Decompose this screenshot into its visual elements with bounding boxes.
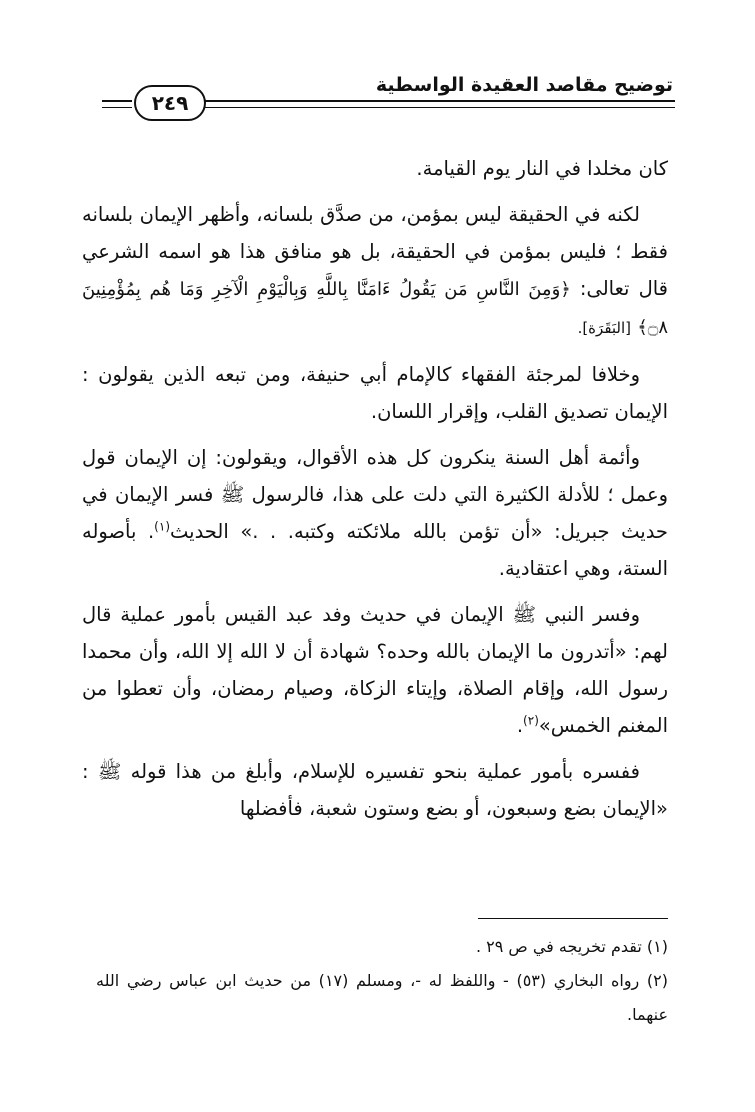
footnote-separator	[478, 918, 668, 919]
footnote-marker: (٢)	[646, 971, 669, 990]
paragraph-5	[82, 596, 668, 744]
paragraph-text: وأئمة أهل السنة ينكرون كل هذه الأقوال، ويقولون: إن الإيمان قول وعمل ؛ للأدلة الكثيرة التي دلت على هذا، فالرسول ﷺ فسر الإيمان في حديث جبريل: «أن تؤمن بالله ملائكته وكتبه. . .» الحديث	[82, 446, 668, 543]
paragraph-6	[82, 753, 668, 827]
paragraph-1	[82, 150, 668, 187]
paragraph-text: ففسره بأمور عملية بنحو تفسيره للإسلام، وأبلغ من هذا قوله ﷺ : «الإيمان بضع وسبعون، أو بضع وستون شعبة، فأفضلها	[82, 760, 668, 820]
footnote-ref-1[interactable]: (١)	[154, 519, 170, 534]
footnote-1	[96, 930, 668, 964]
paragraph-text: كان مخلدا في النار يوم القيامة.	[416, 157, 668, 180]
paragraph-3	[82, 356, 668, 430]
footnote-text: تقدم تخريجه في ص ٢٩ .	[475, 937, 642, 956]
paragraph-2	[82, 196, 668, 347]
footnotes	[96, 930, 668, 1032]
surah-reference: [البَقَرَة].	[577, 319, 632, 337]
paragraph-text: .	[516, 714, 524, 737]
page-number: ٢٤٩	[134, 85, 206, 121]
paragraph-text: وخلافا لمرجئة الفقهاء كالإمام أبي حنيفة، ومن تبعه الذين يقولون : الإيمان تصديق القلب، وإقرار اللسان.	[82, 363, 668, 423]
quran-verse: ﴿وَمِنَ النَّاسِ مَن يَقُولُ ءَامَنَّا بِاللَّهِ وَبِالْيَوْمِ الْآخِرِ وَمَا هُم بِمُؤْمِنِينَ ۝٨﴾	[82, 279, 668, 338]
header-rule-left	[102, 100, 132, 108]
page-body	[82, 150, 668, 827]
footnote-ref-2[interactable]: (٢)	[523, 713, 539, 728]
running-header-title: توضيح مقاصد العقيدة الواسطية	[375, 74, 673, 96]
paragraph-text: لكنه في الحقيقة ليس بمؤمن، من صدَّق بلسانه، وأظهر الإيمان بلسانه فقط ؛ فليس بمؤمن في الحقيقة، بل هو منافق هذا هو اسمه الشرعي قال تعالى:	[82, 203, 669, 300]
paragraph-4	[82, 439, 668, 587]
paragraph-text: وفسر النبي ﷺ الإيمان في حديث وفد عبد القيس بأمور عملية قال لهم: «أتدرون ما الإيمان بالله وحده؟ شهادة أن لا الله إلا الله، وأن محمدا رسول الله، وإقام الصلاة، وإيتاء الزكاة، وصيام رمضان، وأن تعطوا من المغنم الخمس»	[82, 603, 668, 737]
footnote-marker: (١)	[646, 937, 668, 956]
footnote-2	[96, 964, 668, 1032]
header-rule	[205, 100, 675, 108]
footnote-text: رواه البخاري (٥٣) - واللفظ له -، ومسلم (١٧) من حديث ابن عباس رضي الله عنهما.	[96, 971, 668, 1024]
paragraph-text: . بأصوله الستة، وهي اعتقادية.	[82, 520, 668, 580]
